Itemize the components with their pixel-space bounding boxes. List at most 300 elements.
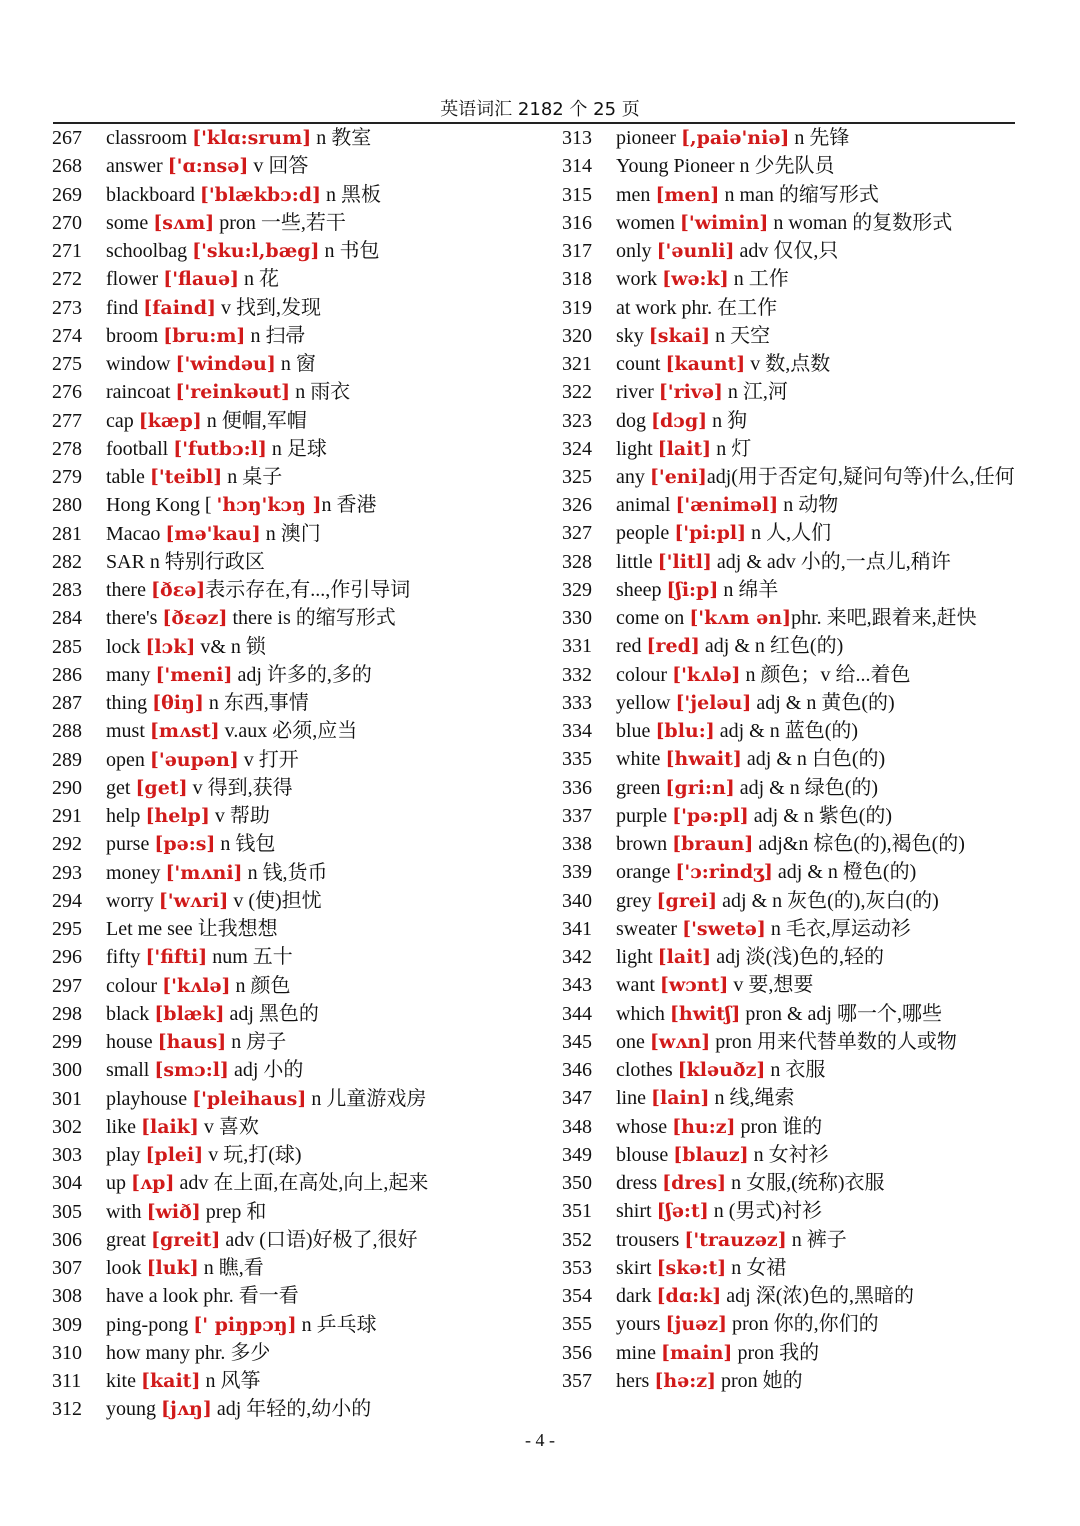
entry-phonetic: ['litl]: [657, 550, 712, 573]
vocab-entry: [562, 689, 1022, 717]
vocab-entry: [52, 943, 530, 971]
entry-phonetic: [plei]: [145, 1144, 204, 1166]
entry-number: 356: [562, 1341, 592, 1364]
entry-number: 324: [562, 437, 592, 460]
entry-number: 328: [562, 550, 592, 573]
entry-definition: adj & n 绿色(的): [734, 776, 879, 799]
entry-number: 337: [562, 804, 592, 827]
entry-word: clothes: [616, 1059, 678, 1082]
entry-phonetic: ['swetə]: [682, 917, 766, 940]
entry-word: Hong Kong [: [106, 494, 217, 517]
entry-number: 299: [52, 1031, 82, 1053]
entry-number: 294: [52, 889, 82, 912]
entry-word: purple: [616, 804, 673, 827]
entry-phonetic: [lait]: [657, 946, 712, 969]
entry-definition: adj 年轻的,幼小的: [211, 1398, 372, 1421]
page-header: 英语词汇 2182 个 25 页: [440, 99, 640, 120]
entry-definition: n 衣服: [765, 1059, 826, 1082]
entry-number: 315: [562, 183, 592, 206]
vocab-entry: [562, 265, 1022, 293]
entry-definition: phr. 来吧,跟着来,赶快: [791, 607, 977, 630]
entry-phonetic: [main]: [661, 1341, 733, 1364]
entry-definition: n 澳门: [260, 522, 321, 545]
vocab-entry: [52, 1254, 530, 1282]
vocab-entry: [562, 971, 1022, 999]
entry-phonetic: [juəz]: [665, 1313, 727, 1336]
vocab-entry: [562, 802, 1022, 830]
entry-word: hers: [616, 1369, 655, 1392]
entry-word: Macao: [106, 522, 166, 545]
entry-number: 336: [562, 776, 592, 799]
entry-phonetic: [help]: [145, 805, 210, 827]
entry-phonetic: [blu:]: [655, 720, 715, 743]
vocab-entry: [562, 124, 1022, 152]
entry-number: 352: [562, 1228, 592, 1251]
entry-phonetic: ['wʌri]: [158, 889, 229, 912]
entry-phonetic: ['ɑ:nsə]: [167, 155, 249, 178]
entry-phonetic: [ʌp]: [131, 1172, 175, 1195]
entry-word: yours: [616, 1313, 666, 1336]
vocab-entry: [52, 152, 530, 180]
entry-phonetic: ['blækbɔ:d]: [199, 183, 322, 206]
entry-definition: n 窗: [275, 353, 316, 375]
entry-word: red: [616, 635, 647, 658]
entry-number: 312: [52, 1398, 82, 1421]
entry-definition: n woman 的复数形式: [768, 211, 953, 234]
entry-definition: pron 我的: [732, 1341, 820, 1364]
entry-phonetic: [hə:z]: [654, 1369, 717, 1392]
vocab-entry: [562, 152, 1022, 180]
entry-number: 277: [52, 409, 82, 432]
vocab-entry: [562, 661, 1022, 689]
vocab-entry: [52, 350, 530, 378]
vocab-entry: [52, 407, 530, 435]
entry-definition: n 女服,(统称)衣服: [726, 1172, 885, 1195]
vocab-entry: [52, 689, 530, 717]
entry-phonetic: [kaunt]: [665, 353, 746, 375]
vocab-entry: [562, 1000, 1022, 1028]
entry-number: 335: [562, 748, 592, 771]
vocab-entry: [52, 1339, 530, 1367]
entry-word: classroom: [106, 127, 193, 149]
entry-number: 354: [562, 1285, 592, 1308]
vocab-entry: [562, 858, 1022, 886]
entry-number: 310: [52, 1341, 82, 1364]
entry-number: 275: [52, 353, 82, 375]
entry-word: blackboard: [106, 183, 200, 206]
left-column: [52, 124, 530, 1424]
entry-number: 325: [562, 466, 592, 488]
entry-definition: n 扫帚: [245, 324, 306, 347]
vocab-entry: [52, 124, 530, 152]
entry-word: get: [106, 776, 136, 799]
entry-definition: n 花: [239, 268, 280, 291]
entry-definition: adj 小的: [228, 1059, 304, 1082]
entry-phonetic: ['rivə]: [658, 381, 723, 404]
vocab-entry: [562, 830, 1022, 858]
entry-phonetic: [wʌn]: [649, 1030, 711, 1053]
entry-phonetic: [jʌŋ]: [161, 1398, 212, 1421]
vocab-entry: [562, 915, 1022, 943]
entry-word: there's: [106, 607, 163, 630]
entry-number: 308: [52, 1285, 82, 1308]
entry-definition: n 东西,事情: [203, 692, 309, 714]
entry-definition: v.aux 必须,应当: [219, 720, 358, 743]
entry-definition: pron & adj 哪一个,哪些: [740, 1002, 942, 1025]
vocab-entry: [52, 1395, 530, 1423]
vocab-entry: [52, 830, 530, 858]
entry-phonetic: ['teibl]: [149, 466, 223, 488]
entry-phonetic: [ðεəz]: [162, 607, 228, 630]
vocab-entry: [52, 1085, 530, 1113]
entry-definition: adj 淡(浅)色的,轻的: [711, 946, 884, 969]
entry-number: 280: [52, 494, 82, 517]
entry-word: men: [616, 183, 656, 206]
entry-phonetic: [grei]: [656, 889, 718, 912]
entry-definition: n 人,人们: [746, 522, 832, 545]
entry-phonetic: [wə:k]: [662, 268, 729, 291]
entry-number: 330: [562, 607, 592, 630]
vocab-entry: [562, 774, 1022, 802]
entry-word: skirt: [616, 1256, 657, 1279]
entry-definition: pron 她的: [716, 1369, 803, 1392]
entry-phonetic: [sʌm]: [153, 211, 215, 234]
entry-phonetic: ['futbɔ:l]: [173, 437, 267, 460]
entry-definition: prep 和: [200, 1200, 267, 1223]
entry-number: 355: [562, 1313, 592, 1336]
entry-number: 344: [562, 1002, 592, 1025]
entry-word: up: [106, 1172, 131, 1195]
vocab-entry: [52, 1028, 530, 1056]
vocab-entry: [52, 1282, 530, 1310]
entry-word: line: [616, 1087, 651, 1110]
vocab-entry: [562, 1141, 1022, 1169]
entry-definition: adj & n 白色(的): [741, 748, 886, 771]
entry-number: 278: [52, 437, 82, 460]
entry-word: like: [106, 1115, 141, 1138]
vocab-entry: [52, 265, 530, 293]
entry-word: count: [616, 353, 666, 375]
entry-definition: n man 的缩写形式: [719, 183, 879, 206]
entry-phonetic: [laik]: [141, 1115, 199, 1138]
entry-word: Let me see 让我想想: [106, 918, 278, 940]
vocab-entry: [562, 1197, 1022, 1225]
vocab-entry: [52, 859, 530, 887]
entry-phonetic: ['klɑ:srum]: [192, 127, 312, 149]
vocab-entry: [562, 463, 1022, 491]
entry-word: small: [106, 1059, 155, 1082]
entry-word: light: [616, 437, 658, 460]
entry-word: schoolbag: [106, 240, 193, 262]
vocab-entry: [52, 1367, 530, 1395]
entry-word: river: [616, 381, 659, 404]
entry-word: play: [106, 1144, 146, 1166]
entry-number: 274: [52, 324, 82, 347]
entry-word: flower: [106, 268, 164, 291]
entry-definition: num 五十: [207, 946, 293, 969]
vocab-entry: [52, 661, 530, 689]
entry-phonetic: [dɑ:k]: [656, 1285, 722, 1308]
entry-definition: adj(用于否定句,疑问句等)什么,任何: [706, 466, 1015, 488]
vocab-entry: [52, 435, 530, 463]
entry-definition: n 房子: [226, 1031, 287, 1053]
entry-phonetic: ['windəu]: [175, 353, 276, 375]
entry-definition: v 打开: [238, 748, 299, 771]
vocab-entry: [562, 1226, 1022, 1254]
entry-phonetic: [blauz]: [673, 1143, 749, 1166]
entry-number: 339: [562, 861, 592, 884]
entry-phonetic: [mʌst]: [149, 720, 220, 743]
entry-word: raincoat: [106, 381, 176, 404]
entry-number: 292: [52, 833, 82, 856]
entry-phonetic: ['æniməl]: [675, 494, 779, 517]
entry-word: football: [106, 437, 174, 460]
entry-number: 306: [52, 1228, 82, 1251]
entry-number: 342: [562, 946, 592, 969]
entry-number: 309: [52, 1313, 82, 1336]
entry-number: 295: [52, 918, 82, 940]
entry-number: 270: [52, 211, 82, 234]
entry-definition: adj & n 灰色(的),灰白(的): [717, 889, 939, 912]
entry-word: window: [106, 353, 176, 375]
entry-number: 348: [562, 1115, 592, 1138]
entry-phonetic: [ðεə]: [150, 579, 206, 601]
entry-definition: v 得到,获得: [187, 776, 293, 799]
entry-number: 347: [562, 1087, 592, 1110]
entry-word: some: [106, 211, 154, 234]
entry-word: broom: [106, 324, 164, 347]
entry-word: only: [616, 240, 657, 262]
vocab-entry: [562, 548, 1022, 576]
entry-definition: adv (口语)好极了,很好: [220, 1228, 418, 1251]
entry-phonetic: [skai]: [648, 324, 711, 347]
entry-phonetic: [bru:m]: [163, 324, 246, 347]
entry-word: any: [616, 466, 650, 488]
entry-word: sky: [616, 324, 649, 347]
entry-number: 291: [52, 805, 82, 827]
entry-word: dog: [616, 409, 651, 432]
vocab-entry: [562, 1367, 1022, 1395]
entry-word: thing: [106, 692, 153, 714]
entry-number: 288: [52, 720, 82, 743]
entry-word: people: [616, 522, 675, 545]
entry-number: 343: [562, 974, 592, 997]
entry-word: white: [616, 748, 666, 771]
entry-word: sheep: [616, 578, 667, 601]
entry-number: 311: [52, 1370, 82, 1392]
entry-number: 331: [562, 635, 592, 658]
entry-definition: v (使)担忧: [228, 889, 322, 912]
entry-phonetic: [get]: [135, 776, 188, 799]
entry-definition: adj 许多的,多的: [232, 663, 372, 686]
entry-word: brown: [616, 833, 673, 856]
entry-word: young: [106, 1398, 161, 1421]
entry-word: yellow: [616, 691, 676, 714]
entry-phonetic: [men]: [655, 183, 720, 206]
entry-word: trousers: [616, 1228, 685, 1251]
entry-word: blouse: [616, 1143, 674, 1166]
entry-number: 316: [562, 211, 592, 234]
entry-phonetic: [lait]: [657, 437, 712, 460]
entry-word: blue: [616, 720, 656, 743]
entry-word: many: [106, 663, 156, 686]
entry-number: 271: [52, 240, 82, 262]
entry-definition: adj & n 黄色(的): [751, 691, 895, 714]
entry-definition: n 动物: [778, 494, 839, 517]
entry-number: 350: [562, 1172, 592, 1195]
entry-definition: n 灯: [711, 437, 752, 460]
entry-word: cap: [106, 409, 139, 432]
entry-number: 297: [52, 974, 82, 997]
entry-number: 351: [562, 1200, 592, 1223]
entry-number: 318: [562, 268, 592, 291]
vocab-entry: [562, 745, 1022, 773]
entry-phonetic: [kæp]: [138, 409, 202, 432]
entry-phonetic: ['trauzəz]: [684, 1228, 787, 1251]
entry-word: ping-pong: [106, 1313, 194, 1336]
entry-number: 268: [52, 155, 82, 178]
vocab-entry: [562, 1113, 1022, 1141]
vocab-entry: [562, 491, 1022, 519]
entry-phonetic: ['kʌlə]: [162, 974, 231, 997]
entry-definition: n 毛衣,厚运动衫: [765, 917, 911, 940]
entry-word: fifty: [106, 946, 146, 969]
entry-number: 305: [52, 1200, 82, 1223]
entry-word: come on: [616, 607, 690, 630]
entry-word: great: [106, 1228, 151, 1251]
entry-number: 320: [562, 324, 592, 347]
entry-word: whose: [616, 1115, 673, 1138]
vocab-entry: [562, 1028, 1022, 1056]
entry-number: 287: [52, 692, 82, 714]
entry-word: animal: [616, 494, 676, 517]
entry-word: colour: [616, 663, 673, 686]
entry-phonetic: ['flauə]: [163, 268, 240, 291]
entry-number: 334: [562, 720, 592, 743]
entry-number: 349: [562, 1143, 592, 1166]
vocab-entry: [562, 1310, 1022, 1338]
entry-definition: n 教室: [311, 127, 372, 149]
entry-word: dress: [616, 1172, 663, 1195]
entry-phonetic: [blæk]: [154, 1002, 225, 1025]
entry-number: 323: [562, 409, 592, 432]
entry-definition: n 颜色: [230, 974, 291, 997]
entry-number: 321: [562, 353, 592, 375]
entry-phonetic: [,paiə'niə]: [680, 127, 790, 149]
entry-number: 276: [52, 381, 82, 404]
entry-number: 290: [52, 776, 82, 799]
entry-phonetic: ['reinkəut]: [175, 381, 291, 404]
vocab-entry: [562, 1084, 1022, 1112]
entry-phonetic: [lɔk]: [145, 635, 196, 658]
entry-number: 286: [52, 663, 82, 686]
entry-number: 326: [562, 494, 592, 517]
entry-definition: n 钱,货币: [242, 861, 328, 884]
entry-definition: n 便帽,军帽: [201, 409, 307, 432]
vocab-entry: [52, 746, 530, 774]
entry-word: pioneer: [616, 127, 681, 149]
entry-definition: adv 仅仅,只: [734, 240, 839, 262]
entry-word: worry: [106, 889, 159, 912]
entry-phonetic: [smɔ:l]: [154, 1059, 229, 1082]
vocab-entry: [52, 774, 530, 802]
entry-word: little: [616, 550, 658, 573]
entry-definition: adv 在上面,在高处,向上,起来: [174, 1172, 429, 1195]
entry-number: 313: [562, 127, 592, 149]
entry-definition: adj 黑色的: [224, 1002, 319, 1025]
entry-definition: n 女裙: [726, 1256, 787, 1279]
entry-word: kite: [106, 1370, 141, 1392]
vocab-entry: [562, 407, 1022, 435]
entry-word: look: [106, 1257, 147, 1279]
entry-definition: there is 的缩写形式: [227, 607, 396, 630]
entry-number: 314: [562, 155, 592, 178]
vocab-entry: [562, 1339, 1022, 1367]
entry-word: table: [106, 466, 150, 488]
vocab-entry: [562, 576, 1022, 604]
entry-phonetic: [pə:s]: [154, 833, 216, 856]
vocab-entry: [52, 1198, 530, 1226]
entry-phonetic: ['əunli]: [656, 240, 735, 262]
entry-word: orange: [616, 861, 676, 884]
entry-phonetic: [braun]: [672, 833, 754, 856]
entry-definition: n 绵羊: [718, 578, 779, 601]
entry-word: have a look phr. 看一看: [106, 1285, 299, 1308]
entry-word: at work phr. 在工作: [616, 296, 778, 319]
entry-phonetic: [' piŋpɔŋ]: [193, 1313, 297, 1336]
entry-phonetic: [ʃi:p]: [666, 578, 719, 601]
entry-definition: n 瞧,看: [198, 1257, 264, 1279]
entry-definition: v 玩,打(球): [203, 1144, 302, 1166]
entry-number: 296: [52, 946, 82, 969]
entry-phonetic: [kləuðz]: [677, 1059, 766, 1082]
entry-word: house: [106, 1031, 158, 1053]
vocab-entry: [52, 1000, 530, 1028]
entry-number: 289: [52, 748, 82, 771]
vocab-entry: [562, 378, 1022, 406]
entry-number: 341: [562, 917, 592, 940]
entry-phonetic: ['eni]: [649, 466, 707, 488]
entry-phonetic: [lain]: [651, 1087, 710, 1110]
entry-word: find: [106, 296, 144, 319]
entry-definition: v 回答: [248, 155, 309, 178]
entry-phonetic: ['əupən]: [149, 748, 239, 771]
entry-word: light: [616, 946, 658, 969]
entry-number: 267: [52, 127, 82, 149]
entry-phonetic: [dres]: [662, 1172, 727, 1195]
entry-definition: v 要,想要: [728, 974, 814, 997]
entry-phonetic: ['pi:pl]: [674, 522, 747, 545]
entry-definition: adj & n 蓝色(的): [714, 720, 859, 743]
vocab-entry: [52, 520, 530, 548]
entry-number: 284: [52, 607, 82, 630]
vocab-entry: [562, 209, 1022, 237]
vocab-entry: [562, 717, 1022, 745]
vocab-entry: [562, 604, 1022, 632]
vocab-entry: [562, 1282, 1022, 1310]
entry-phonetic: ['sku:l,bæg]: [192, 240, 320, 262]
vocab-entry: [52, 491, 530, 519]
entry-number: 317: [562, 240, 592, 262]
vocab-entry: [52, 802, 530, 830]
vocab-entry: [562, 322, 1022, 350]
vocab-entry: [52, 294, 530, 322]
entry-number: 338: [562, 833, 592, 856]
entry-phonetic: ['kʌm ən]: [689, 607, 792, 630]
vocab-entry: [52, 237, 530, 265]
entry-phonetic: [kait]: [141, 1370, 201, 1392]
entry-definition: adj&n 棕色(的),褐色(的): [753, 833, 965, 856]
